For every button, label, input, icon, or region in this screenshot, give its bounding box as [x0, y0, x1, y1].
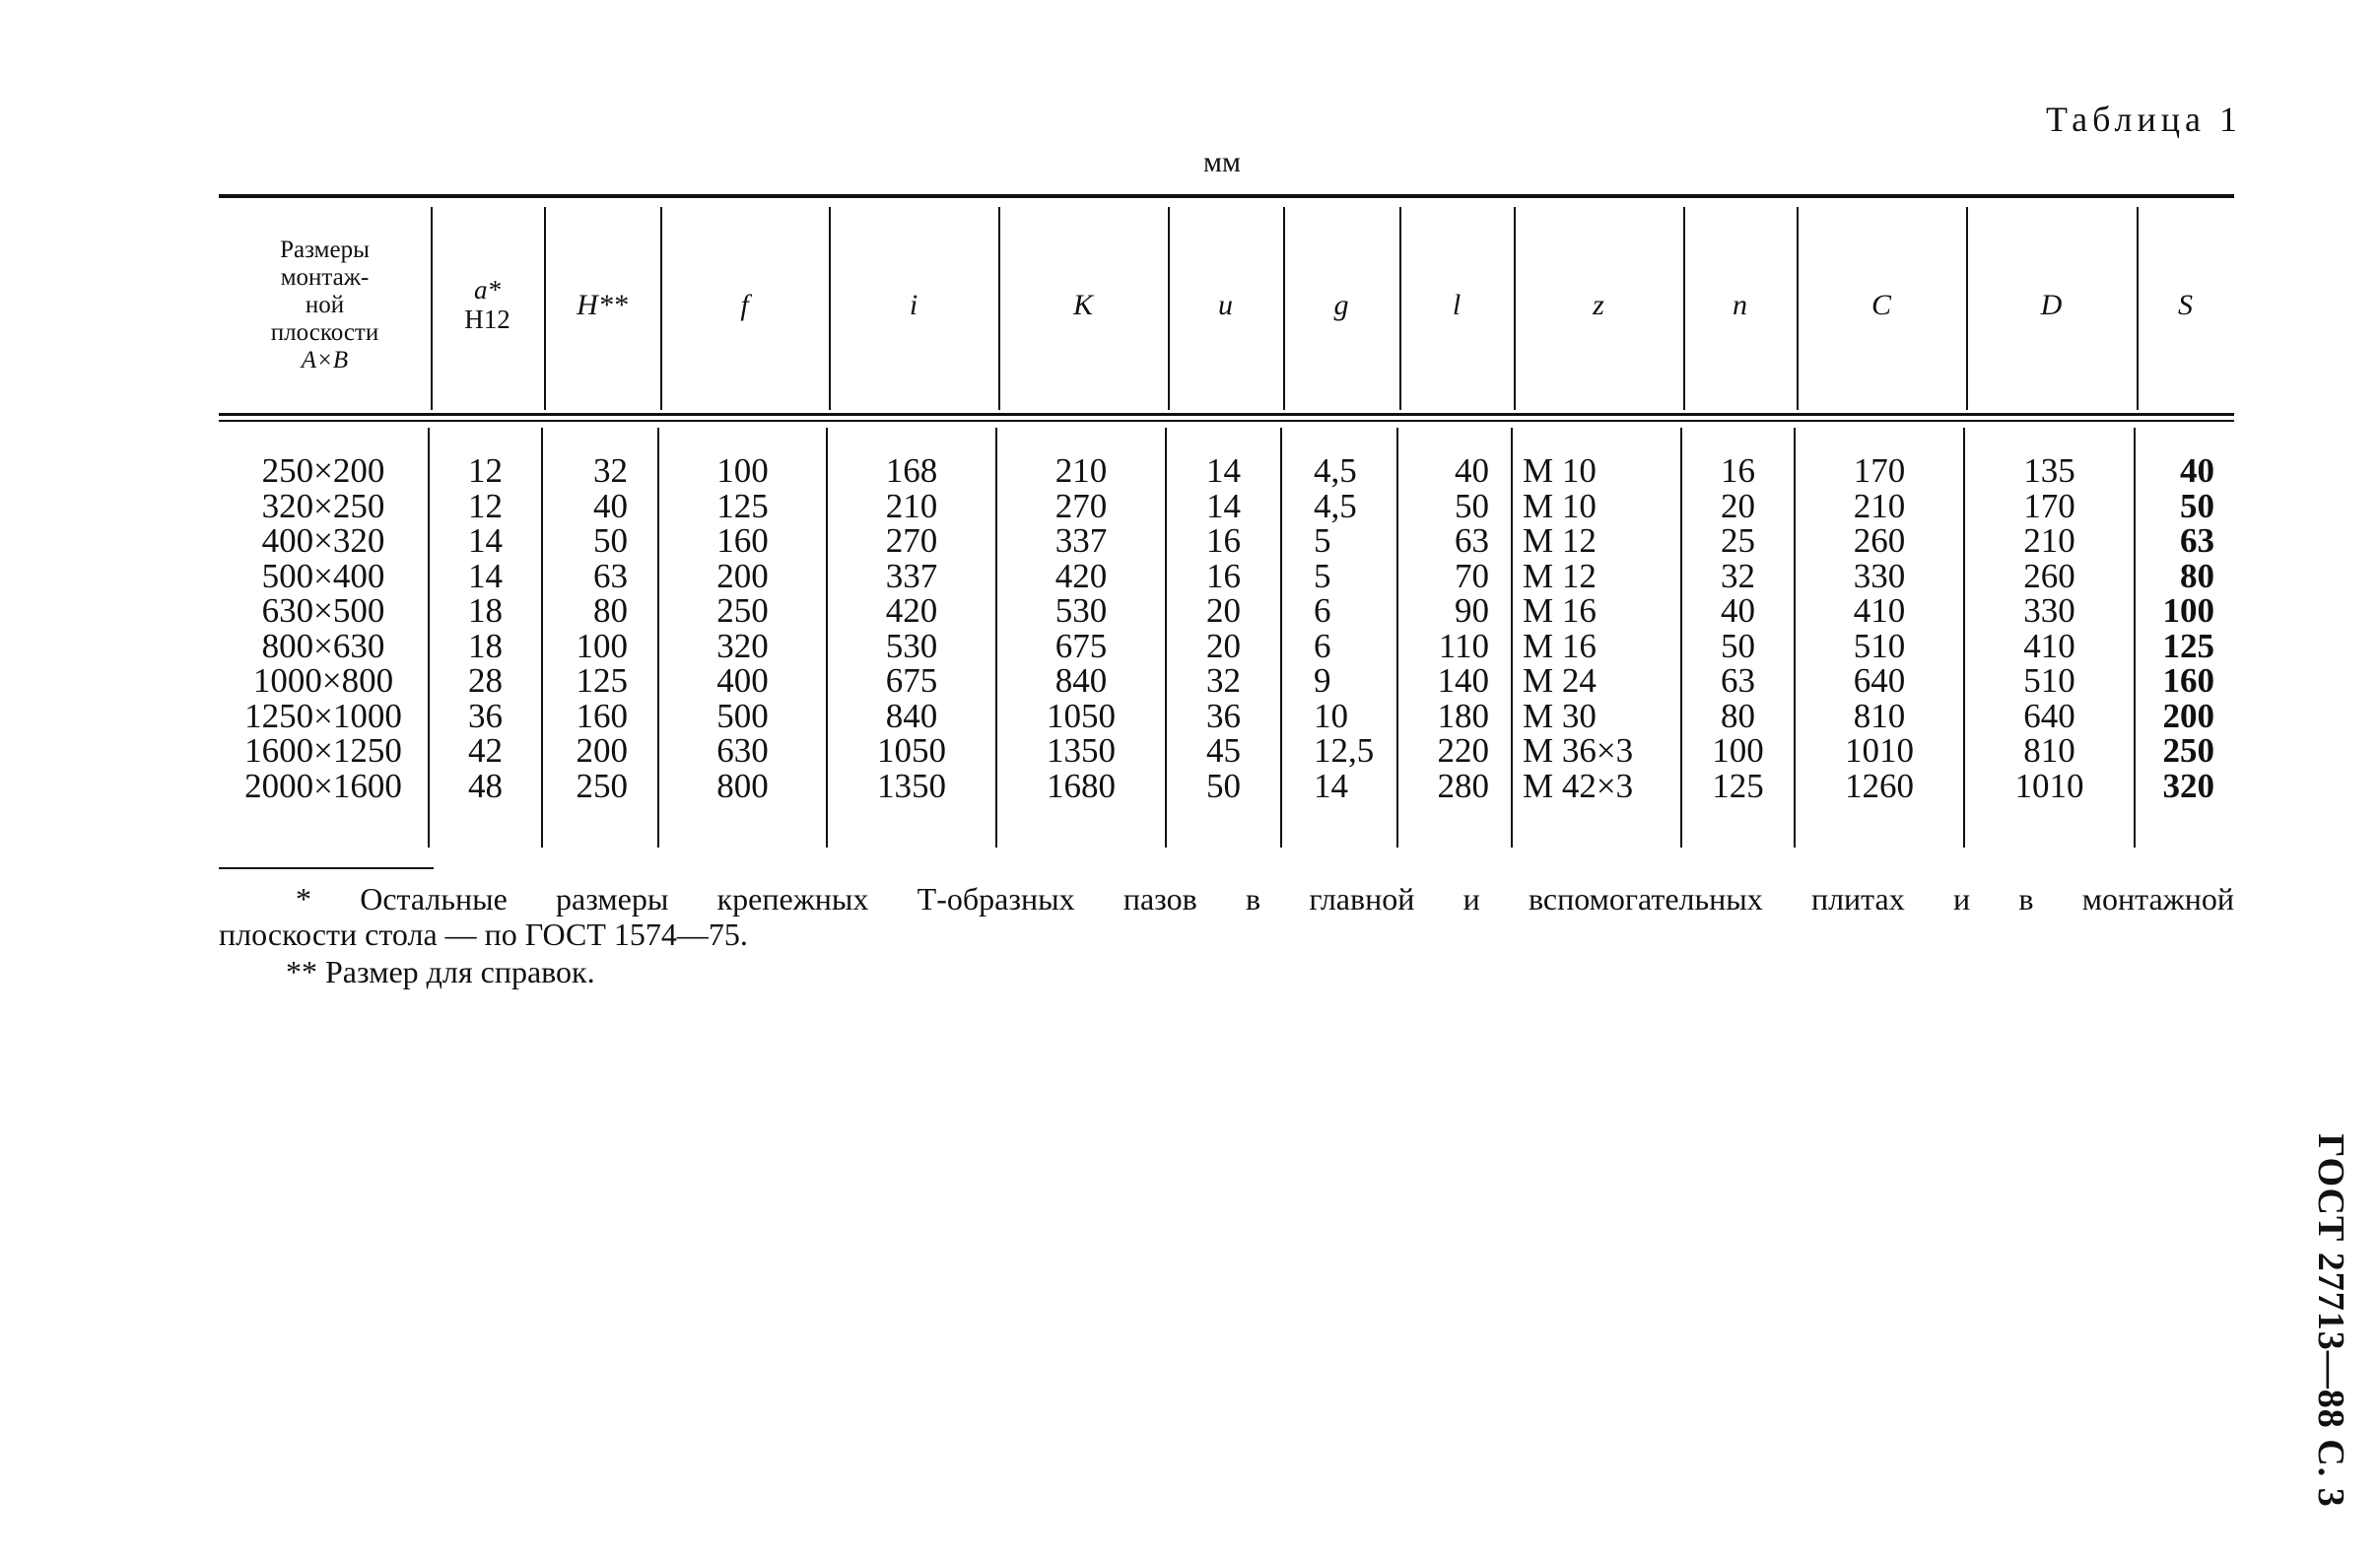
table-cell: 250	[716, 591, 769, 630]
table-cell: М 10	[1523, 486, 1597, 525]
column-f	[659, 453, 826, 803]
table-cell: 110	[1438, 626, 1489, 665]
table-cell: 14	[1206, 486, 1241, 525]
table-cell: 4,5	[1314, 451, 1357, 490]
column-header-size	[219, 200, 431, 411]
table-cell: 80	[2180, 556, 2214, 595]
column-u	[1167, 453, 1280, 803]
table-cell: 1000×800	[252, 661, 394, 700]
table-cell: 330	[2023, 591, 2075, 630]
table-cell: 330	[1853, 556, 1906, 595]
table-cell: 420	[885, 591, 938, 630]
table-cell: 20	[1721, 486, 1755, 525]
table-cell: 337	[1054, 521, 1108, 560]
table-cell: 320	[716, 626, 769, 665]
table-cell: 160	[2162, 661, 2214, 700]
table-cell: 1600×1250	[244, 731, 402, 770]
column-header-D: D	[2040, 289, 2063, 321]
column-g	[1314, 453, 1396, 803]
table-cell: 40	[2180, 451, 2214, 490]
table-cell: 18	[468, 626, 503, 665]
table-cell: 48	[468, 766, 503, 805]
table-cell: 125	[576, 661, 628, 700]
table-cell: 80	[593, 591, 628, 630]
column-header-u: u	[1218, 289, 1233, 321]
table-cell: 90	[1455, 591, 1489, 630]
table-cell: 200	[2162, 696, 2214, 735]
column-header-S: S	[2178, 289, 2193, 321]
table-cell: 16	[1206, 521, 1241, 560]
header-stub-line: Размеры	[280, 237, 370, 263]
table-cell: 63	[1721, 661, 1755, 700]
table-cell: 100	[576, 626, 628, 665]
table-cell: 20	[1206, 626, 1241, 665]
table-cell: 810	[2023, 731, 2075, 770]
table-cell: 125	[716, 486, 769, 525]
header-a-tolerance: H12	[464, 305, 510, 334]
table-cell: 210	[2023, 521, 2075, 560]
table-cell: 32	[1721, 556, 1755, 595]
table-cell: М 12	[1523, 556, 1597, 595]
column-header-H: H**	[577, 289, 628, 321]
table-cell: 5	[1314, 556, 1331, 595]
table-cell: 400	[716, 661, 769, 700]
table-cell: 250	[2162, 731, 2214, 770]
table-cell: 36	[1206, 696, 1241, 735]
table-cell: 1680	[1047, 766, 1116, 805]
table-cell: 6	[1314, 591, 1331, 630]
column-header-K: K	[1072, 289, 1093, 321]
table-cell: 50	[1455, 486, 1489, 525]
table-cell: 675	[885, 661, 938, 700]
column-header-f: f	[740, 289, 749, 321]
column-size	[219, 453, 428, 803]
table-cell: 36	[468, 696, 503, 735]
header-stub-line: плоскости	[270, 319, 379, 346]
table-cell: 1050	[1047, 696, 1116, 735]
table-cell: 25	[1721, 521, 1755, 560]
table-cell: 1260	[1845, 766, 1914, 805]
table-cell: 530	[1054, 591, 1108, 630]
column-header-i: i	[909, 289, 918, 321]
table-cell: 410	[1853, 591, 1906, 630]
table-cell: 800	[716, 766, 769, 805]
header-stub-formula: A×B	[301, 347, 349, 374]
table-cell: 840	[885, 696, 938, 735]
table-cell: 170	[2023, 486, 2075, 525]
table-cell: 50	[2180, 486, 2214, 525]
table-cell: 40	[593, 486, 628, 525]
table-cell: 18	[468, 591, 503, 630]
table-cell: 32	[1206, 661, 1241, 700]
table-cell: 12,5	[1314, 731, 1375, 770]
table-cell: М 42×3	[1523, 766, 1634, 805]
table-cell: М 36×3	[1523, 731, 1634, 770]
table-cell: 80	[1721, 696, 1755, 735]
table-cell: 260	[2023, 556, 2075, 595]
table-cell: 220	[1437, 731, 1489, 770]
table-cell: 280	[1437, 766, 1489, 805]
column-S	[2136, 453, 2214, 803]
column-z	[1523, 453, 1680, 803]
table-cell: 9	[1314, 661, 1331, 700]
table-cell: 337	[885, 556, 938, 595]
table-cell: 210	[1853, 486, 1906, 525]
table-cell: 210	[1054, 451, 1108, 490]
table-cell: 1010	[2014, 766, 2084, 805]
table-cell: 510	[1853, 626, 1906, 665]
column-K	[997, 453, 1165, 803]
table-cell: М 10	[1523, 451, 1597, 490]
table-cell: 100	[2162, 591, 2214, 630]
table-cell: 70	[1455, 556, 1489, 595]
column-header-n: n	[1733, 289, 1747, 321]
table-cell: 63	[1455, 521, 1489, 560]
table-cell: 14	[1314, 766, 1348, 805]
table-cell: 270	[885, 521, 938, 560]
column-H	[543, 453, 628, 803]
table-cell: 40	[1721, 591, 1755, 630]
table-cell: 420	[1054, 556, 1108, 595]
table-cell: М 16	[1523, 591, 1597, 630]
table-cell: 32	[593, 451, 628, 490]
table-cell: 250×200	[261, 451, 385, 490]
table-cell: 16	[1206, 556, 1241, 595]
table-cell: 135	[2023, 451, 2075, 490]
table-cell: 630	[716, 731, 769, 770]
table-caption: Таблица 1	[2046, 100, 2242, 139]
table-cell: 180	[1437, 696, 1489, 735]
table-cell: 400×320	[261, 521, 385, 560]
table-cell: 640	[2023, 696, 2075, 735]
table-cell: М 12	[1523, 521, 1597, 560]
footnote-1-line-2: плоскости стола — по ГОСТ 1574—75.	[219, 917, 748, 952]
table-cell: 1010	[1845, 731, 1914, 770]
table-cell: 810	[1853, 696, 1906, 735]
table-cell: 12	[468, 451, 503, 490]
table-cell: 250	[576, 766, 628, 805]
table-cell: 14	[468, 521, 503, 560]
table-cell: 160	[576, 696, 628, 735]
table-cell: М 24	[1523, 661, 1597, 700]
table-cell: М 16	[1523, 626, 1597, 665]
table-cell: 63	[593, 556, 628, 595]
column-header-g: g	[1333, 289, 1349, 321]
footnote-2: ** Размер для справок.	[286, 954, 595, 989]
table-cell: 168	[885, 451, 938, 490]
table-cell: 200	[576, 731, 628, 770]
table-cell: 2000×1600	[244, 766, 402, 805]
table-cell: 125	[2162, 626, 2214, 665]
table-cell: 210	[885, 486, 938, 525]
table-cell: 800×630	[261, 626, 385, 665]
table-cell: 20	[1206, 591, 1241, 630]
table-cell: 1250×1000	[244, 696, 402, 735]
table-cell: 1350	[1047, 731, 1116, 770]
table-cell: 1350	[877, 766, 946, 805]
footnote-1-line-1: * Остальные размеры крепежных Т-образных пазов в главной и вспомогательных плитах и в монтажной	[296, 881, 2234, 917]
table-cell: 1050	[877, 731, 946, 770]
column-i	[828, 453, 995, 803]
table-cell: 4,5	[1314, 486, 1357, 525]
table-cell: 100	[1712, 731, 1764, 770]
table-cell: 840	[1054, 661, 1108, 700]
page-side-label	[2306, 1123, 2355, 1518]
column-header-C: C	[1870, 289, 1891, 321]
table-cell: 320	[2162, 766, 2214, 805]
table-cell: 260	[1853, 521, 1906, 560]
table-cell: 42	[468, 731, 503, 770]
footnote-rule	[219, 867, 434, 869]
table-cell: 140	[1437, 661, 1489, 700]
column-a	[430, 453, 541, 803]
table-cell: 410	[2023, 626, 2075, 665]
column-header-z: z	[1593, 289, 1604, 321]
table-cell: 50	[593, 521, 628, 560]
table-cell: 50	[1206, 766, 1241, 805]
table-cell: 530	[885, 626, 938, 665]
table-cell: 14	[468, 556, 503, 595]
table-cell: 14	[1206, 451, 1241, 490]
units-label: мм	[1203, 146, 1241, 178]
column-header-l: l	[1452, 289, 1462, 321]
table-cell: 320×250	[261, 486, 385, 525]
header-bottom-rule-second	[219, 420, 2234, 422]
table-cell: 640	[1853, 661, 1906, 700]
column-n	[1682, 453, 1794, 803]
table-cell: 500	[716, 696, 769, 735]
header-stub-line: монтаж-	[280, 264, 370, 291]
table-cell: 675	[1054, 626, 1108, 665]
column-D	[1965, 453, 2134, 803]
standard-page-number: ГОСТ 27713—88 С. 3	[2310, 1133, 2351, 1508]
table-cell: 12	[468, 486, 503, 525]
header-a-symbol: a*	[474, 275, 501, 306]
column-l	[1398, 453, 1489, 803]
table-cell: 40	[1455, 451, 1489, 490]
column-header-a	[431, 200, 544, 411]
table-cell: 10	[1314, 696, 1348, 735]
table-cell: 200	[716, 556, 769, 595]
table-cell: 5	[1314, 521, 1331, 560]
table-cell: 45	[1206, 731, 1241, 770]
table-cell: 125	[1712, 766, 1764, 805]
table-cell: 160	[716, 521, 769, 560]
table-cell: 170	[1853, 451, 1906, 490]
table-cell: 63	[2180, 521, 2214, 560]
header-stub-line: ной	[305, 292, 345, 318]
header-bottom-rule	[219, 413, 2234, 416]
table-cell: М 30	[1523, 696, 1597, 735]
table-cell: 500×400	[261, 556, 385, 595]
table-cell: 510	[2023, 661, 2075, 700]
table-cell: 630×500	[261, 591, 385, 630]
table-cell: 6	[1314, 626, 1331, 665]
table-cell: 270	[1054, 486, 1108, 525]
table-top-rule	[219, 194, 2234, 198]
column-C	[1796, 453, 1963, 803]
table-cell: 16	[1721, 451, 1755, 490]
table-cell: 50	[1721, 626, 1755, 665]
table-cell: 28	[468, 661, 503, 700]
table-cell: 100	[716, 451, 769, 490]
